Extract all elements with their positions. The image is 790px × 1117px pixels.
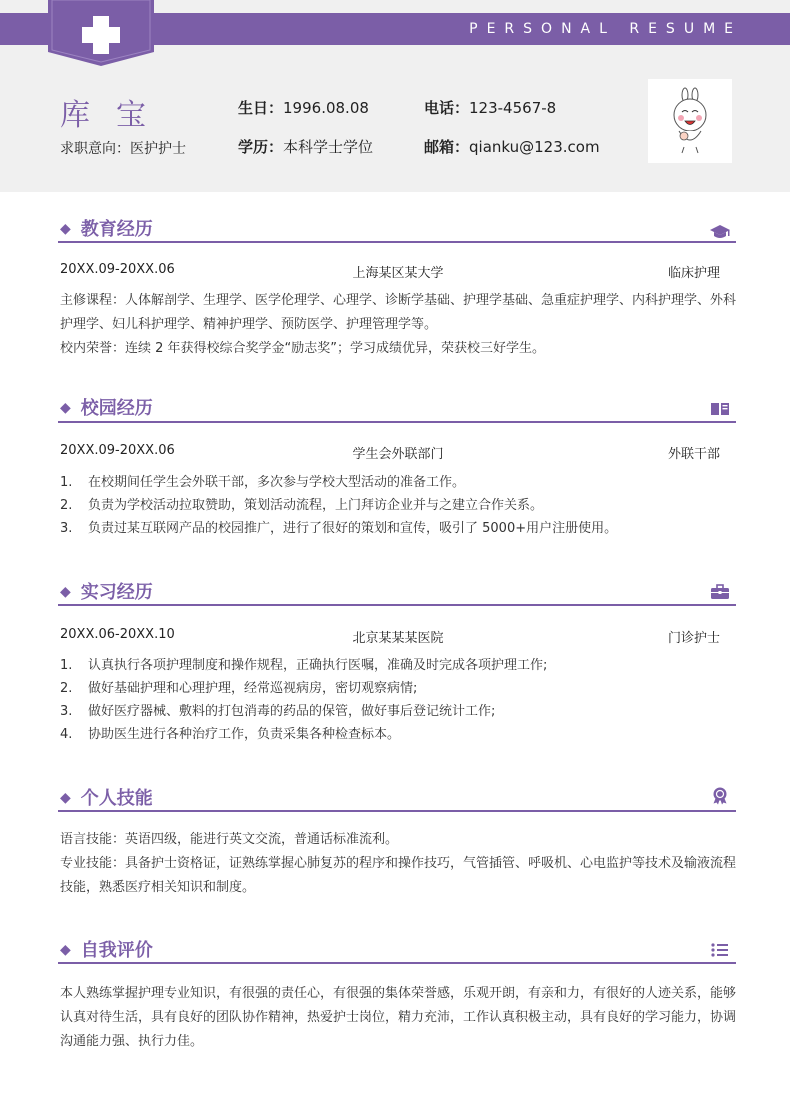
language-skill: 语言技能：英语四级，能进行英文交流，普通话标准流利。 — [60, 832, 399, 847]
diamond-icon: ◆ — [60, 584, 71, 600]
list-item — [60, 700, 738, 723]
section-divider — [58, 604, 736, 606]
list-item — [60, 471, 738, 494]
email-info — [424, 136, 600, 157]
birthday-label: 生日： — [238, 99, 284, 117]
item-text: 认真执行各项护理制度和操作规程，正确执行医嘱，准确及时完成各项护理工作; — [88, 658, 548, 673]
skills-title-text: 个人技能 — [80, 788, 153, 809]
education-school: 上海某区某大学 — [352, 266, 444, 281]
section-divider — [58, 810, 736, 812]
education-courses: 主修课程：人体解剖学、生理学、医学伦理学、心理学、诊断学基础、护理学基础、急重症护理学、内科护理学、外科护理学、妇儿科护理学、精神护理学、预防医学、护理管理学等。 — [60, 293, 737, 332]
item-text: 负责过某互联网产品的校园推广，进行了很好的策划和宣传，吸引了 5000+用户注册使用。 — [88, 521, 618, 536]
job-intent — [60, 138, 186, 158]
education-section-title — [60, 215, 153, 241]
diamond-icon: ◆ — [60, 942, 71, 958]
internship-list — [60, 654, 738, 746]
section-divider — [58, 241, 736, 243]
item-number: 3. — [60, 704, 73, 719]
item-text: 负责为学校活动拉取赞助，策划活动流程，上门拜访企业并与之建立合作关系。 — [88, 498, 544, 513]
avatar — [648, 79, 732, 163]
campus-section-title — [60, 394, 153, 420]
campus-role: 外联干部 — [667, 447, 720, 462]
item-number: 3. — [60, 521, 73, 536]
item-text: 协助医生进行各种治疗工作，负责采集各种检查标本。 — [88, 727, 401, 742]
campus-list — [60, 471, 738, 540]
item-text: 做好基础护理和心理护理，经常巡视病房，密切观察病情; — [88, 681, 418, 696]
medical-cross-icon — [48, 0, 154, 66]
education-date: 20XX.09-20XX.06 — [60, 262, 175, 277]
education-title-text: 教育经历 — [80, 219, 153, 240]
professional-skill: 专业技能：具备护士资格证，证熟练掌握心肺复苏的程序和操作技巧，气管插管、呼吸机、心电监护等技术及输液流程技能，熟悉医疗相关知识和制度。 — [60, 856, 737, 895]
skills-details — [60, 828, 738, 900]
list-item — [60, 677, 738, 700]
list-icon — [710, 941, 730, 959]
list-item — [60, 494, 738, 517]
item-number: 1. — [60, 658, 73, 673]
internship-section-title — [60, 578, 153, 604]
campus-title-text: 校园经历 — [80, 398, 153, 419]
banner-title: PERSONAL RESUME — [469, 21, 742, 37]
section-divider — [58, 421, 736, 423]
item-number: 4. — [60, 727, 73, 742]
email-value: qianku@123.com — [469, 138, 600, 156]
birthday-info — [238, 97, 369, 118]
book-icon — [710, 400, 730, 418]
intent-label: 求职意向： — [60, 141, 130, 157]
internship-org: 北京某某某医院 — [352, 631, 444, 646]
email-label: 邮箱： — [424, 138, 470, 156]
graduation-cap-icon — [710, 222, 730, 240]
internship-role: 门诊护士 — [667, 631, 720, 646]
item-number: 1. — [60, 475, 73, 490]
phone-label: 电话： — [424, 99, 470, 117]
item-text: 做好医疗器械、敷料的打包消毒的药品的保管，做好事后登记统计工作; — [88, 704, 496, 719]
item-number: 2. — [60, 498, 73, 513]
campus-org: 学生会外联部门 — [352, 447, 444, 462]
campus-date: 20XX.09-20XX.06 — [60, 443, 175, 458]
birthday-value: 1996.08.08 — [283, 99, 369, 117]
list-item — [60, 654, 738, 677]
diamond-icon: ◆ — [60, 400, 71, 416]
award-icon — [710, 787, 730, 805]
diamond-icon: ◆ — [60, 221, 71, 237]
intent-value: 医护护士 — [130, 141, 186, 157]
education-details — [60, 289, 738, 361]
list-item — [60, 723, 738, 746]
diamond-icon: ◆ — [60, 790, 71, 806]
candidate-name: 库宝 — [60, 98, 172, 133]
education-info — [238, 136, 373, 157]
briefcase-icon — [710, 583, 730, 601]
self-title-text: 自我评价 — [80, 940, 153, 961]
education-honors: 校内荣誉：连续 2 年获得校综合奖学金“励志奖”；学习成绩优异，荣获校三好学生。 — [60, 341, 546, 356]
skills-section-title — [60, 784, 153, 810]
education-label: 学历： — [238, 138, 284, 156]
internship-date: 20XX.06-20XX.10 — [60, 627, 175, 642]
item-number: 2. — [60, 681, 73, 696]
phone-info — [424, 97, 556, 118]
phone-value: 123-4567-8 — [469, 99, 557, 117]
education-major: 临床护理 — [667, 266, 720, 281]
internship-title-text: 实习经历 — [80, 582, 153, 603]
self-evaluation-text: 本人熟练掌握护理专业知识，有很强的责任心，有很强的集体荣誉感，乐观开朗，有亲和力，有很好的人迹关系，能够认真对待生活，具有良好的团队协作精神，热爱护士岗位，精力充沛，工作认真积极主动，具有良好的学习能力，协调沟通能力强、执行力佳。 — [60, 986, 737, 1049]
education-value: 本科学士学位 — [283, 138, 374, 156]
item-text: 在校期间任学生会外联干部，多次参与学校大型活动的准备工作。 — [88, 475, 466, 490]
section-divider — [58, 962, 736, 964]
list-item — [60, 517, 738, 540]
self-evaluation-section-title — [60, 936, 153, 962]
